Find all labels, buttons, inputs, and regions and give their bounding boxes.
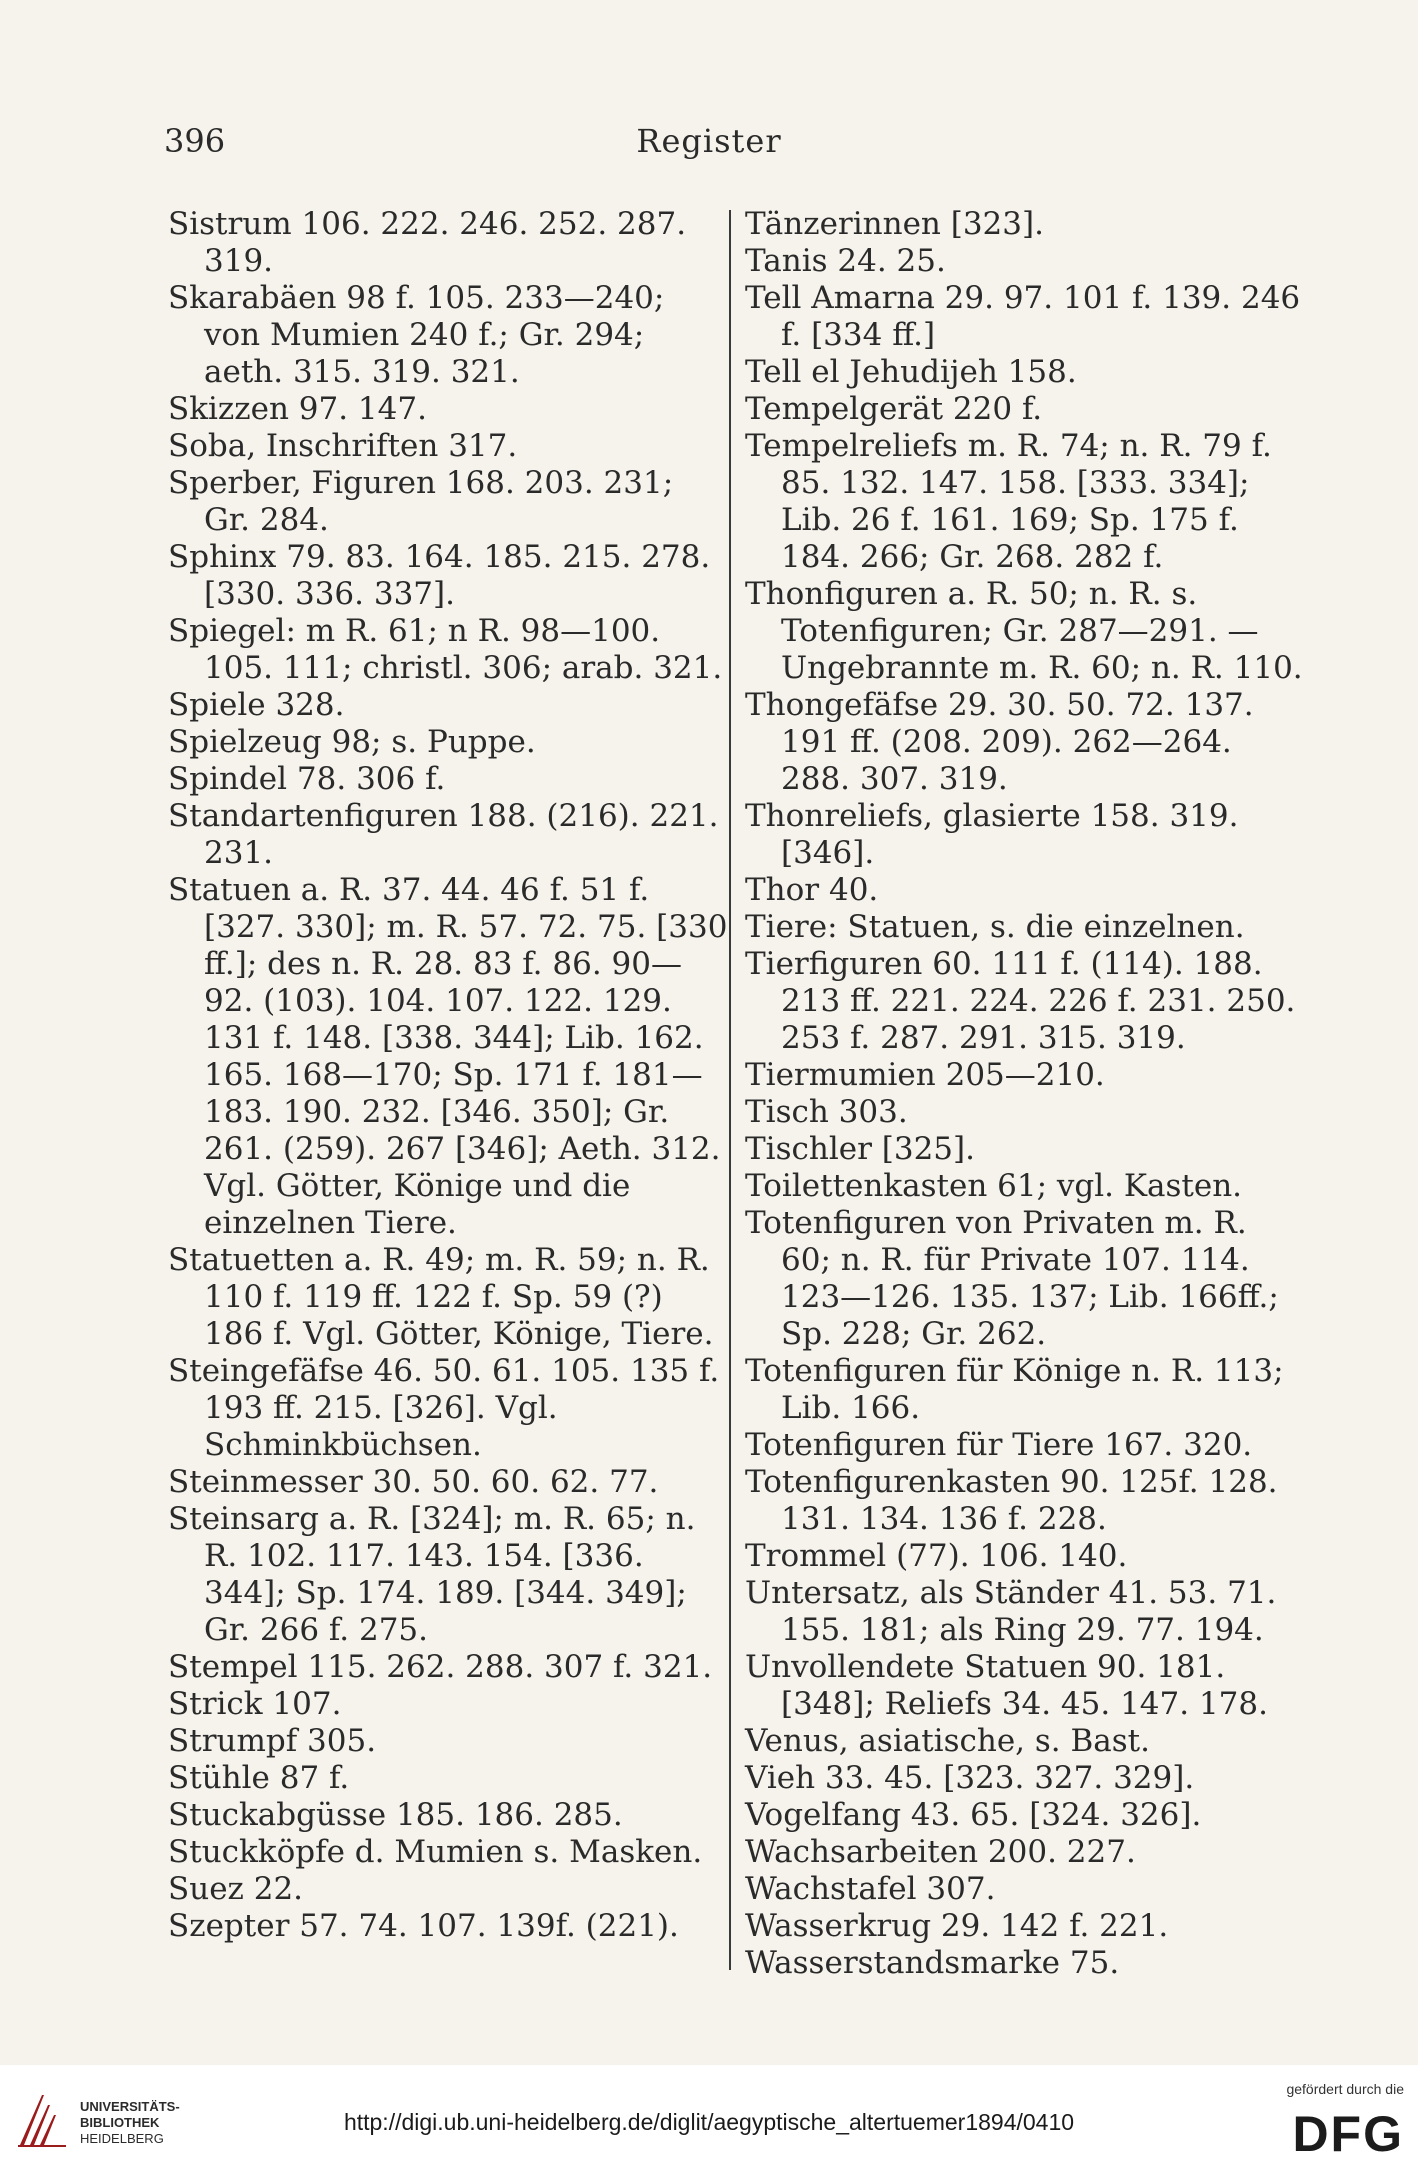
index-entry: Stuckköpfe d. Mumien s. Masken. <box>168 1834 703 1870</box>
index-entry: Stuckabgüsse 185. 186. 285. <box>168 1797 623 1833</box>
index-entry: Trommel (77). 106. 140. <box>745 1538 1128 1574</box>
index-entry: Szepter 57. 74. 107. 139f. (221). <box>168 1908 679 1944</box>
index-entry: Totenfiguren für Könige n. R. 113; Lib. 166. <box>745 1353 1284 1426</box>
index-entry: Skizzen 97. 147. <box>168 391 427 427</box>
index-entry: Tempelgerät 220 f. <box>745 391 1043 427</box>
index-entry: Stühle 87 f. <box>168 1760 350 1796</box>
index-entry: Statuen a. R. 37. 44. 46 f. 51 f. [327. 330]; m. R. 57. 72. 75. [330 ff.]; des n. R. 28. 83 f. 86. 90—92. (103). 104. 107. 122. 129. 131 f. 148. [338. 344]; Lib. 162. 165. 168—170; Sp. 171 f. 181—183. 190. 232. [346. 350]; Gr. 261. (259). 267 [346]; Aeth. 312. Vgl. Götter, Könige und die einzelnen Tiere. <box>168 872 728 1241</box>
index-entry: Tell el Jehudijeh 158. <box>745 354 1077 390</box>
index-entry: Totenfiguren von Privaten m. R. 60; n. R. für Private 107. 114. 123—126. 135. 137; Lib. 166ff.; Sp. 228; Gr. 262. <box>745 1205 1279 1352</box>
index-entry: Tiere: Statuen, s. die einzelnen. <box>745 909 1245 945</box>
index-entry: Standartenfiguren 188. (216). 221. 231. <box>168 798 719 871</box>
index-entry: Soba, Inschriften 317. <box>168 428 518 464</box>
funded-by-label: gefördert durch die <box>1286 2081 1404 2097</box>
index-entry: Sperber, Figuren 168. 203. 231; Gr. 284. <box>168 465 674 538</box>
index-entry: Untersatz, als Ständer 41. 53. 71. 155. 181; als Ring 29. 77. 194. <box>745 1575 1277 1648</box>
index-column-right <box>745 206 1305 1982</box>
index-entry: Stempel 115. 262. 288. 307 f. 321. <box>168 1649 713 1685</box>
index-entry: Tisch 303. <box>745 1094 908 1130</box>
page-number: 396 <box>164 122 226 160</box>
index-entry: Suez 22. <box>168 1871 304 1907</box>
index-entry: Skarabäen 98 f. 105. 233—240; von Mumien 240 f.; Gr. 294; aeth. 315. 319. 321. <box>168 280 665 390</box>
index-entry: Steinmesser 30. 50. 60. 62. 77. <box>168 1464 659 1500</box>
index-entry: Sistrum 106. 222. 246. 252. 287. 319. <box>168 206 687 279</box>
index-entry: Venus, asiatische, s. Bast. <box>745 1723 1150 1759</box>
index-entry: Wasserstandsmarke 75. <box>745 1945 1120 1981</box>
index-entry: Spiegel: m R. 61; n R. 98—100. 105. 111; christl. 306; arab. 321. <box>168 613 723 686</box>
index-entry: Tell Amarna 29. 97. 101 f. 139. 246 f. [334 ff.] <box>745 280 1301 353</box>
index-entry: Thonfiguren a. R. 50; n. R. s. Totenfiguren; Gr. 287—291. — Ungebrannte m. R. 60; n. R. 110. <box>745 576 1303 686</box>
index-entry: Strick 107. <box>168 1686 342 1722</box>
index-entry: Totenfigurenkasten 90. 125f. 128. 131. 134. 136 f. 228. <box>745 1464 1278 1537</box>
index-entry: Strumpf 305. <box>168 1723 377 1759</box>
index-entry: Spindel 78. 306 f. <box>168 761 446 797</box>
index-entry: Wachsarbeiten 200. 227. <box>745 1834 1136 1870</box>
index-entry: Tänzerinnen [323]. <box>745 206 1044 242</box>
source-url-link[interactable]: http://digi.ub.uni-heidelberg.de/diglit/aegyptische_altertuemer1894/0410 <box>343 2109 1075 2135</box>
index-entry: Tempelreliefs m. R. 74; n. R. 79 f. 85. 132. 147. 158. [333. 334]; Lib. 26 f. 161. 169; Sp. 175 f. 184. 266; Gr. 268. 282 f. <box>745 428 1272 575</box>
index-entry: Tanis 24. 25. <box>745 243 946 279</box>
index-entry: Thonreliefs, glasierte 158. 319. [346]. <box>745 798 1239 871</box>
index-entry: Vogelfang 43. 65. [324. 326]. <box>745 1797 1202 1833</box>
index-entry: Tischler [325]. <box>745 1131 975 1167</box>
dfg-logo: DFG <box>1292 2106 1404 2162</box>
library-name: UNIVERSITÄTS- BIBLIOTHEK HEIDELBERG <box>80 2099 180 2146</box>
index-entry: Steinsarg a. R. [324]; m. R. 65; n. R. 102. 117. 143. 154. [336. 344]; Sp. 174. 189. [344. 349]; Gr. 266 f. 275. <box>168 1501 696 1648</box>
index-entry: Thongefäfse 29. 30. 50. 72. 137. 191 ff. (208. 209). 262—264. 288. 307. 319. <box>745 687 1254 797</box>
index-entry: Sphinx 79. 83. 164. 185. 215. 278. [330. 336. 337]. <box>168 539 711 612</box>
index-entry: Vieh 33. 45. [323. 327. 329]. <box>745 1760 1195 1796</box>
index-entry: Unvollendete Statuen 90. 181. [348]; Reliefs 34. 45. 147. 178. <box>745 1649 1268 1722</box>
index-column-left <box>168 206 728 1945</box>
index-entry: Steingefäfse 46. 50. 61. 105. 135 f. 193 ff. 215. [326]. Vgl. Schminkbüchsen. <box>168 1353 720 1463</box>
index-entry: Statuetten a. R. 49; m. R. 59; n. R. 110 f. 119 ff. 122 f. Sp. 59 (?) 186 f. Vgl. Götter, Könige, Tiere. <box>168 1242 714 1352</box>
index-entry: Toilettenkasten 61; vgl. Kasten. <box>745 1168 1243 1204</box>
index-entry: Spiele 328. <box>168 687 345 723</box>
index-entry: Tiermumien 205—210. <box>745 1057 1105 1093</box>
footer-bar <box>0 2065 1418 2176</box>
page-title: Register <box>636 122 782 160</box>
index-entry: Wasserkrug 29. 142 f. 221. <box>745 1908 1169 1944</box>
index-entry: Tierfiguren 60. 111 f. (114). 188. 213 ff. 221. 224. 226 f. 231. 250. 253 f. 287. 291. 315. 319. <box>745 946 1296 1056</box>
index-entry: Spielzeug 98; s. Puppe. <box>168 724 536 760</box>
index-entry: Wachstafel 307. <box>745 1871 996 1907</box>
index-entry: Totenfiguren für Tiere 167. 320. <box>745 1427 1253 1463</box>
index-entry: Thor 40. <box>745 872 879 908</box>
column-divider <box>729 210 731 1970</box>
